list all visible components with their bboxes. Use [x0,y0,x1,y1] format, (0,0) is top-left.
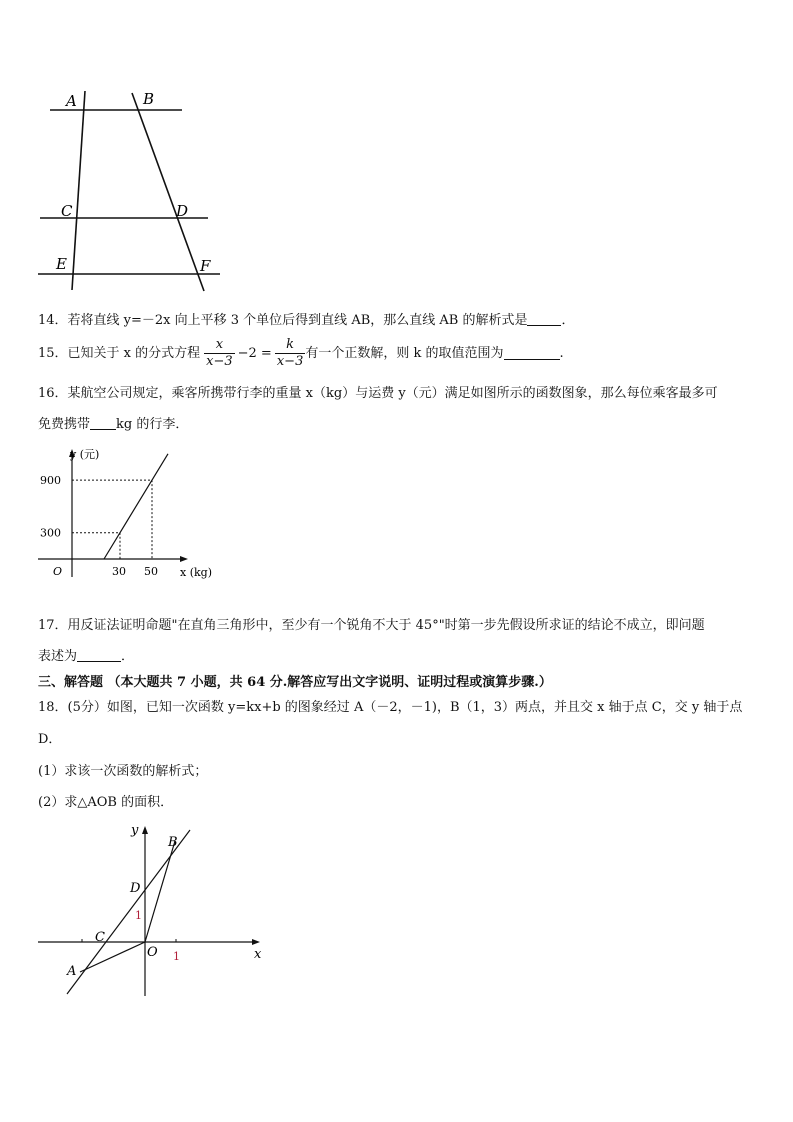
q16-line2-pre: 免费携带 [38,417,91,432]
q14-end: ． [561,313,575,328]
axis-label-x: x [254,947,262,962]
question-16-line-1 [38,386,718,402]
section-3-title: 三、解答题 （本大题共 7 小题，共 64 分.解答应写出文字说明、证明过程或演算步骤.） [38,675,552,690]
q15-answer-blank[interactable] [504,347,560,360]
label-b: B [143,90,155,108]
label-f: F [200,257,211,275]
q17-end: ． [121,649,135,664]
q17-answer-blank[interactable] [77,649,121,662]
label-e: E [56,255,67,273]
q17-line2-pre: 表述为 [38,649,78,664]
question-14 [38,313,574,329]
q15-frac1-denominator: x−3 [206,354,233,369]
x-axis-label: x (kg) [180,566,212,579]
y-tick-label-900: 900 [40,474,61,488]
q14-text: 14．若将直线 y=－2x 向上平移 3 个单位后得到直线 AB，那么直线 AB 的解析式是 [38,313,528,328]
segment-ob [145,841,175,942]
x-axis-arrow [252,939,260,945]
question-18-line-1 [38,700,742,716]
section-3-heading [38,675,552,691]
x-tick-label-50: 50 [144,565,158,578]
q16-line1: 16．某航空公司规定，乘客所携带行李的重量 x（kg）与运费 y（元）满足如图所示的函数图象，那么每位乘客最多可 [38,386,718,401]
q16-answer-blank[interactable] [90,417,116,430]
question-17-line-2 [38,649,134,665]
q15-fraction-1 [204,337,235,370]
q15-middle: −2 = [237,345,272,361]
q15-frac1-numerator: x [204,337,235,354]
question-18-part-2 [38,795,173,811]
q15-prefix: 15．已知关于 x 的分式方程 [38,345,201,361]
q18-part1: (1）求该一次函数的解析式； [38,764,208,779]
fee-function-line [104,454,168,559]
q14-answer-blank[interactable] [527,313,561,326]
label-d: D [176,202,189,220]
question-17-line-1 [38,618,705,634]
label-one-x: 1 [173,950,180,963]
q15-fraction-2 [275,337,306,370]
q15-frac2-denominator: x−3 [276,354,304,369]
q18-part2: (2）求△AOB 的面积． [38,795,174,810]
y-axis-label: y (元) [70,448,100,461]
axis-label-y: y [131,823,139,838]
label-c: C [61,202,73,220]
linear-function-figure [30,818,270,1000]
line-bdf [132,93,204,291]
label-c: C [95,930,105,945]
fee-chart [30,445,225,590]
q16-line2-post: kg 的行李． [116,417,189,432]
parallel-lines-figure [30,85,230,295]
label-a: A [67,964,77,979]
y-tick-label-300: 300 [40,526,61,540]
line-ace [72,91,85,290]
q15-suffix: 有一个正数解，则 k 的取值范围为 [305,345,504,361]
label-b: B [168,835,178,850]
x-axis-arrow [180,556,188,562]
label-d: D [130,881,141,896]
label-one-y: 1 [135,909,142,922]
question-18-part-1 [38,764,207,780]
question-18-line-2 [38,732,61,748]
q18-line2: D． [38,732,62,747]
y-axis-arrow [142,826,148,834]
q17-line1: 17．用反证法证明命题"在直角三角形中，至少有一个锐角不大于 45°"时第一步先假设所求证的结论不成立，即问题 [38,618,705,633]
question-16-line-2 [38,417,188,433]
question-15 [38,337,564,370]
q18-line1: 18．(5分）如图，已知一次函数 y=kx+b 的图象经过 A（－2，－1)，B（1，3）两点，并且交 x 轴于点 C，交 y 轴于点 [38,700,743,715]
q15-end: . [559,345,564,361]
label-o: O [147,945,158,960]
q15-frac2-numerator: k [275,337,306,354]
segment-oa [80,942,145,972]
x-tick-label-30: 30 [112,565,126,578]
origin-label: O [53,565,63,578]
label-a: A [66,92,77,110]
